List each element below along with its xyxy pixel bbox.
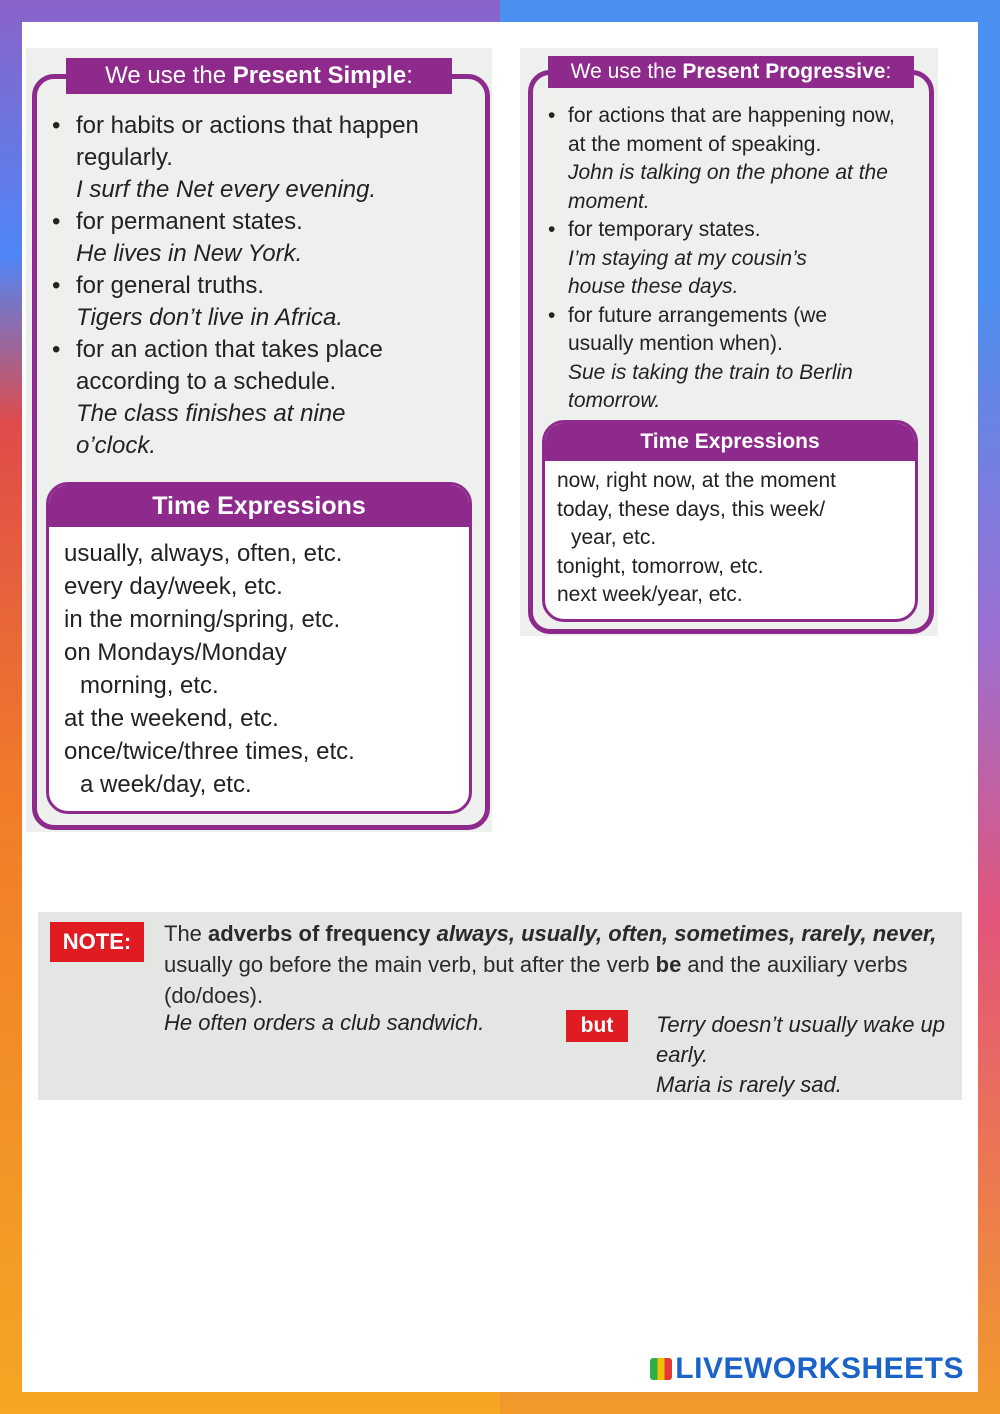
present-simple-time-expressions: [46, 482, 472, 814]
list-item: • for general truths. Tigers don’t live in Africa.: [52, 272, 343, 331]
note-box: [38, 912, 962, 1100]
list-item: today, these days, this week/: [557, 497, 826, 521]
list-item: now, right now, at the moment: [557, 469, 836, 492]
list-item: on Mondays/Monday: [64, 639, 287, 666]
note-text: The adverbs of frequency always, usually, often, sometimes, rarely, never, usually go before the main verb, but after the verb be and the auxiliary verbs (do/does).: [164, 921, 937, 1008]
time-expressions-list: [49, 527, 469, 801]
note-label: NOTE:: [50, 922, 144, 962]
list-item: morning, etc.: [80, 672, 219, 699]
list-item: in the morning/spring, etc.: [64, 606, 341, 633]
list-item: once/twice/three times, etc.: [64, 738, 355, 765]
present-simple-uses: [52, 110, 476, 462]
list-item: next week/year, etc.: [557, 583, 743, 606]
present-progressive-time-expressions: [542, 420, 918, 622]
list-item: • for habits or actions that happen regularly. I surf the Net every evening.: [52, 112, 419, 203]
list-item: year, etc.: [571, 526, 657, 549]
liveworksheets-logo: LIVEWORKSHEETS: [650, 1352, 964, 1386]
time-expressions-title: Time Expressions: [545, 423, 915, 461]
list-item: a week/day, etc.: [80, 771, 252, 798]
list-item: at the weekend, etc.: [64, 705, 279, 732]
list-item: • for permanent states. He lives in New York.: [52, 208, 303, 267]
list-item: • for actions that are happening now, at the moment of speaking. John is talking on the phone at the moment.: [548, 104, 895, 213]
worksheet-page: [22, 22, 978, 1392]
list-item: usually, always, often, etc.: [64, 540, 343, 567]
list-item: every day/week, etc.: [64, 573, 283, 600]
note-example-right: Terry doesn’t usually wake up early. Maria is rarely sad.: [656, 1012, 946, 1097]
present-progressive-header: We use the Present Progressive:: [548, 56, 914, 88]
present-progressive-uses: [548, 102, 918, 416]
present-simple-header: We use the Present Simple:: [66, 58, 452, 94]
but-label: but: [566, 1010, 628, 1042]
list-item: • for temporary states. I’m staying at my cousin’s house these days.: [548, 218, 807, 298]
list-item: • for future arrangements (we usually mention when). Sue is taking the train to Berlin tomorrow.: [548, 303, 853, 412]
time-expressions-list: [545, 461, 915, 610]
time-expressions-title: Time Expressions: [49, 485, 469, 527]
list-item: tonight, tomorrow, etc.: [557, 554, 764, 578]
list-item: • for an action that takes place according to a schedule. The class finishes at nine o’clock.: [52, 336, 383, 459]
liveworksheets-mark-icon: [650, 1358, 672, 1380]
note-example-left: He often orders a club sandwich.: [164, 1010, 485, 1035]
